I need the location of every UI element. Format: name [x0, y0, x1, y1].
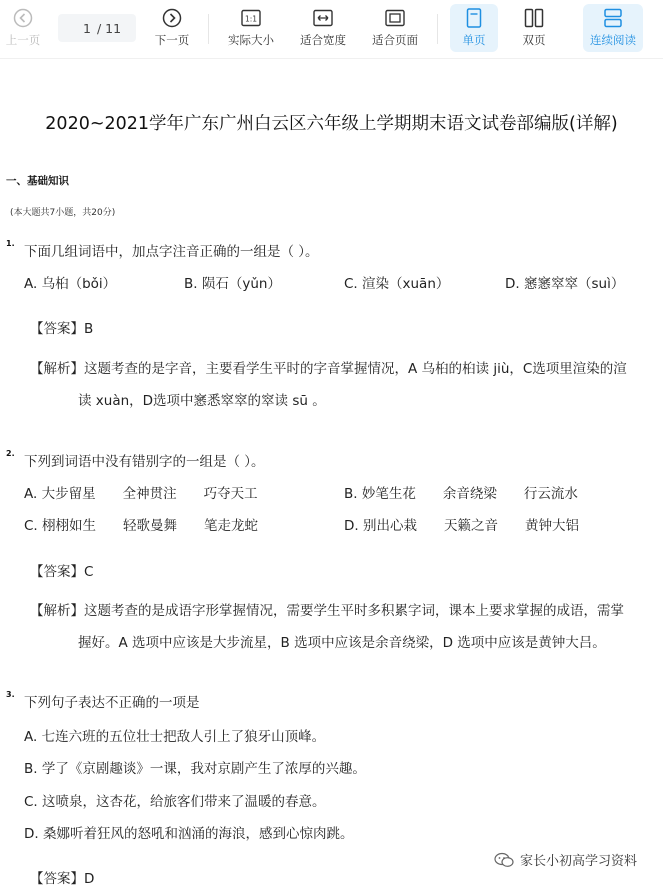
- toolbar-divider: [208, 14, 209, 44]
- fit-width-label: 适合宽度: [300, 33, 346, 47]
- continuous-read-button[interactable]: [583, 4, 643, 52]
- analysis-text: 这题考查的是成语字形掌握情况，需要学生平时多积累字词，课本上要求掌握的成语，需掌: [84, 603, 624, 619]
- analysis-text: 这题考查的是字音，主要看学生平时的字音掌握情况，A 乌桕的桕读 jiù，C选项里渲染的渲: [84, 361, 627, 377]
- option-b: B. 学了《京剧趣谈》一课，我对京剧产生了浓厚的兴趣。: [24, 761, 366, 777]
- wechat-icon: [494, 852, 514, 868]
- document-title: 2020~2021学年广东广州白云区六年级上学期期末语文试卷部编版(详解): [45, 114, 618, 134]
- chevron-left-circle-icon: [12, 7, 34, 29]
- option-a: A. 乌桕（bǒi）: [24, 276, 117, 292]
- double-page-icon: [523, 7, 545, 29]
- watermark: [490, 848, 641, 871]
- option-c: C. 这喷泉，这杏花，给旅客们带来了温暖的春意。: [24, 794, 326, 810]
- answer-value: B: [84, 321, 94, 337]
- section-note: (本大题共7小题，共20分): [10, 208, 116, 218]
- question-number: 1.: [6, 239, 15, 248]
- viewer-toolbar: [0, 0, 663, 59]
- option-a: A. 大步留星 全神贯注 巧夺天工: [24, 486, 258, 502]
- analysis-row: [30, 357, 627, 377]
- double-page-label: 双页: [522, 33, 546, 47]
- fit-width-icon: [312, 7, 334, 29]
- actual-size-label: 实际大小: [228, 33, 274, 47]
- fit-page-button[interactable]: [366, 4, 424, 52]
- option-c: C. 栩栩如生 轻歌曼舞 笔走龙蛇: [24, 518, 259, 534]
- option-d: D. 别出心栽 天籁之音 黄钟大铝: [344, 518, 579, 534]
- watermark-text: 家长小初高学习资料: [519, 854, 637, 869]
- next-page-button[interactable]: [150, 4, 194, 52]
- question-number: 3.: [6, 690, 15, 699]
- option-b: B. 陨石（yǔn）: [184, 276, 281, 292]
- question-stem: 下面几组词语中，加点字注音正确的一组是（ ）。: [24, 244, 319, 260]
- answer-label: 【答案】: [30, 871, 84, 887]
- analysis-text: 读 xuàn，D选项中窸悉窣窣的窣读 sū 。: [78, 393, 326, 409]
- fit-width-button[interactable]: [294, 4, 352, 52]
- answer-value: D: [84, 871, 95, 887]
- option-d: D. 桑娜听着狂风的怒吼和汹涌的海浪，感到心惊肉跳。: [24, 826, 354, 842]
- question-stem: 下列句子表达不正确的一项是: [24, 695, 200, 711]
- single-page-button[interactable]: [450, 4, 498, 52]
- section-heading: 一、基础知识: [6, 175, 69, 187]
- analysis-text: 握好。A 选项中应该是大步流星，B 选项中应该是余音绕梁，D 选项中应该是黄钟大吕。: [78, 635, 606, 651]
- page-number-input[interactable]: [73, 21, 91, 36]
- fit-page-icon: [384, 7, 406, 29]
- next-page-label: 下一页: [154, 33, 190, 47]
- answer-label: 【答案】: [30, 321, 84, 337]
- actual-size-button[interactable]: [222, 4, 280, 52]
- analysis-label: 【解析】: [30, 361, 84, 377]
- option-d: D. 窸窸窣窣（suì）: [505, 276, 625, 292]
- fit-page-label: 适合页面: [372, 33, 418, 47]
- single-page-label: 单页: [462, 33, 486, 47]
- single-page-icon: [463, 7, 485, 29]
- chevron-right-circle-icon: [161, 7, 183, 29]
- continuous-read-icon: [602, 7, 624, 29]
- svg-text:1:1: 1:1: [244, 14, 258, 24]
- option-b: B. 妙笔生花 余音绕梁 行云流水: [344, 486, 578, 502]
- option-c: C. 渲染（xuān）: [344, 276, 450, 292]
- page-total: / 11: [96, 20, 122, 36]
- actual-size-icon: [240, 7, 262, 29]
- continuous-read-label: 连续阅读: [590, 33, 636, 47]
- prev-page-button[interactable]: [2, 4, 44, 52]
- question-stem: 下列到词语中没有错别字的一组是（ ）。: [24, 454, 265, 470]
- answer-row: [30, 317, 93, 337]
- question-number: 2.: [6, 449, 15, 458]
- double-page-button[interactable]: [510, 4, 558, 52]
- analysis-row: [30, 599, 624, 619]
- option-a: A. 七连六班的五位壮士把敌人引上了狼牙山顶峰。: [24, 729, 326, 745]
- analysis-label: 【解析】: [30, 603, 84, 619]
- prev-page-label: 上一页: [5, 33, 41, 47]
- answer-label: 【答案】: [30, 564, 84, 580]
- answer-value: C: [84, 564, 94, 580]
- page-indicator: [58, 14, 136, 42]
- toolbar-divider: [437, 14, 438, 44]
- answer-row: [30, 867, 94, 887]
- answer-row: [30, 560, 93, 580]
